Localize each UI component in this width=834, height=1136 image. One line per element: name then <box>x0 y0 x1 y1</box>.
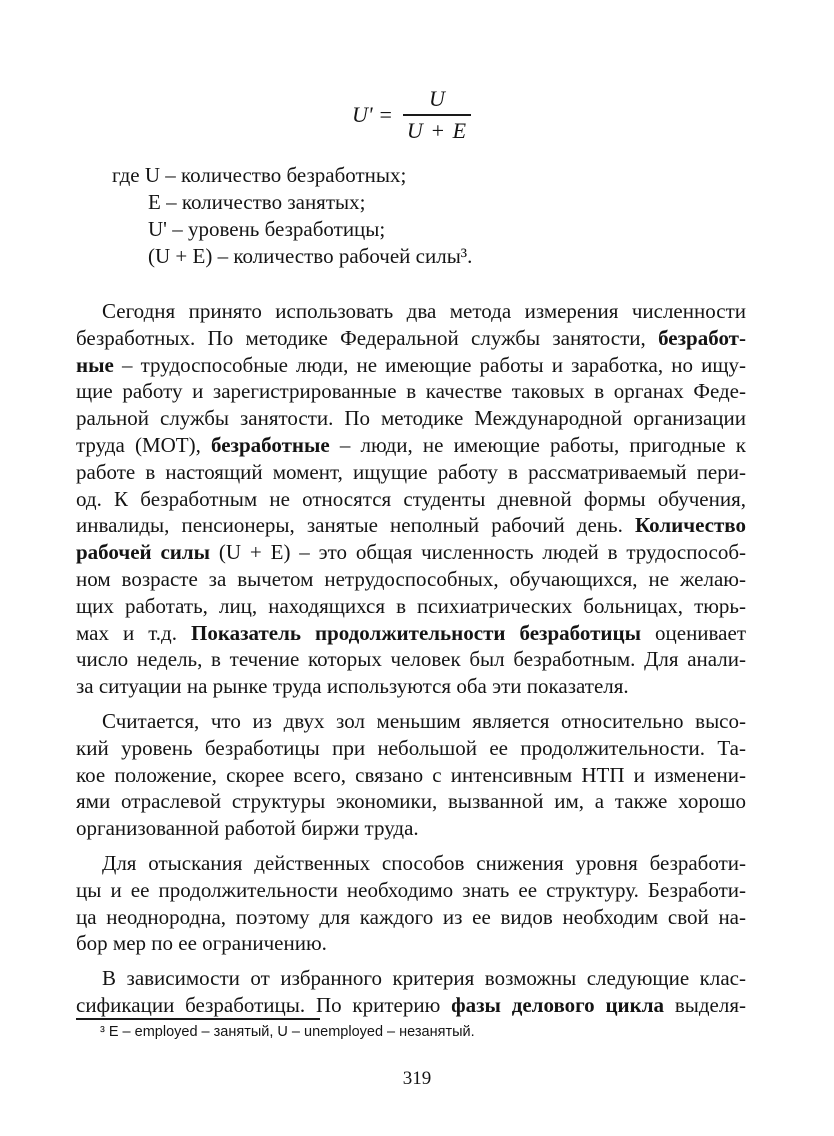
bold-term: фазы делового цикла <box>451 992 665 1017</box>
body-text <box>76 298 746 1027</box>
text-line: безработных. По методике Федеральной службы занятости, безработ- <box>76 325 746 350</box>
text-line: ном возрасте за вычетом нетрудоспособных, обучающихся, не желаю- <box>76 566 746 591</box>
text-line: кое положение, скорее всего, связано с интенсивным НТП и изменени- <box>76 762 746 787</box>
bold-term: безработ- <box>658 325 746 350</box>
paragraph-3 <box>76 850 746 957</box>
text-line: цы и ее продолжительности необходимо знать ее структуру. Безработи- <box>76 877 746 902</box>
formula-lhs: U' = <box>352 102 393 127</box>
text-line: ца неоднородна, поэтому для каждого из ее видов необходим свой на- <box>76 904 746 929</box>
text-line: бор мер по ее ограничению. <box>76 931 327 956</box>
bold-term: рабочей силы <box>76 540 211 565</box>
text-line: ральной службы занятости. По методике Международной организации <box>76 406 746 431</box>
text-line: кий уровень безработицы при небольшой ее продолжительности. Та- <box>76 735 746 760</box>
text-line: ями отраслевой структуры экономики, вызванной им, а также хорошо <box>76 789 746 814</box>
text-line: мах и т.д. Показатель продолжительности безработицы оценивает <box>76 620 747 645</box>
bold-term: ные <box>76 352 114 377</box>
text-line: организованной работой биржи труда. <box>76 816 419 841</box>
bold-term: безработные <box>211 432 330 457</box>
text-line: сификации безработицы. По критерию фазы делового цикла выделя- <box>76 992 746 1017</box>
paragraph-1 <box>76 298 746 700</box>
formula-denominator: U + E <box>406 118 468 143</box>
text-line: щие работу и зарегистрированные в качестве таковых в органах Феде- <box>76 379 746 404</box>
definition-u-prime: U' – уровень безработицы; <box>148 217 386 241</box>
text-line: за ситуации на рынке труда используются оба эти показателя. <box>76 674 629 699</box>
definition-u: где U – количество безработных; <box>112 163 407 187</box>
page-number: 319 <box>402 1068 432 1089</box>
formula-fraction <box>403 86 471 144</box>
text-line: труда (МОТ), безработные – люди, не имеющие работы, пригодные к <box>76 432 746 457</box>
text-line: В зависимости от избранного критерия возможны следующие клас- <box>102 966 746 991</box>
footnote-separator <box>76 1018 320 1020</box>
paragraph-2 <box>76 708 746 842</box>
text-line: щих работать, лиц, находящихся в психиатрических больницах, тюрь- <box>76 593 746 618</box>
variable-definitions <box>112 162 472 270</box>
text-line: рабочей силы (U + E) – это общая численность людей в трудоспособ- <box>76 540 746 565</box>
text-line: работе в настоящий момент, ищущие работу в рассматриваемый пери- <box>76 459 746 484</box>
paragraph-4 <box>76 965 746 1019</box>
footnote: ³ E – employed – занятый, U – unemployed – незанятый. <box>100 1024 475 1040</box>
unemployment-rate-formula <box>352 86 471 144</box>
formula-numerator: U <box>429 86 445 111</box>
definition-e: E – количество занятых; <box>148 190 366 214</box>
bold-term: Показатель продолжительности безработицы <box>190 620 642 645</box>
text-line: число недель, в течение которых человек был безработным. Для анали- <box>76 647 746 672</box>
text-line: инвалиды, пенсионеры, занятые неполный рабочий день. Количество <box>76 513 747 538</box>
bold-term: Количество <box>634 513 747 538</box>
definition-labor-force: (U + E) – количество рабочей силы³. <box>148 244 473 268</box>
text-line: ные – трудоспособные люди, не имеющие работы и заработка, но ищу- <box>76 352 746 377</box>
text-line: Для отыскания действенных способов снижения уровня безработи- <box>102 850 746 875</box>
text-line: од. К безработным не относятся студенты дневной формы обучения, <box>76 486 746 511</box>
text-line: Считается, что из двух зол меньшим является относительно высо- <box>102 708 746 733</box>
text-line: Сегодня принято использовать два метода измерения численности <box>102 299 746 323</box>
